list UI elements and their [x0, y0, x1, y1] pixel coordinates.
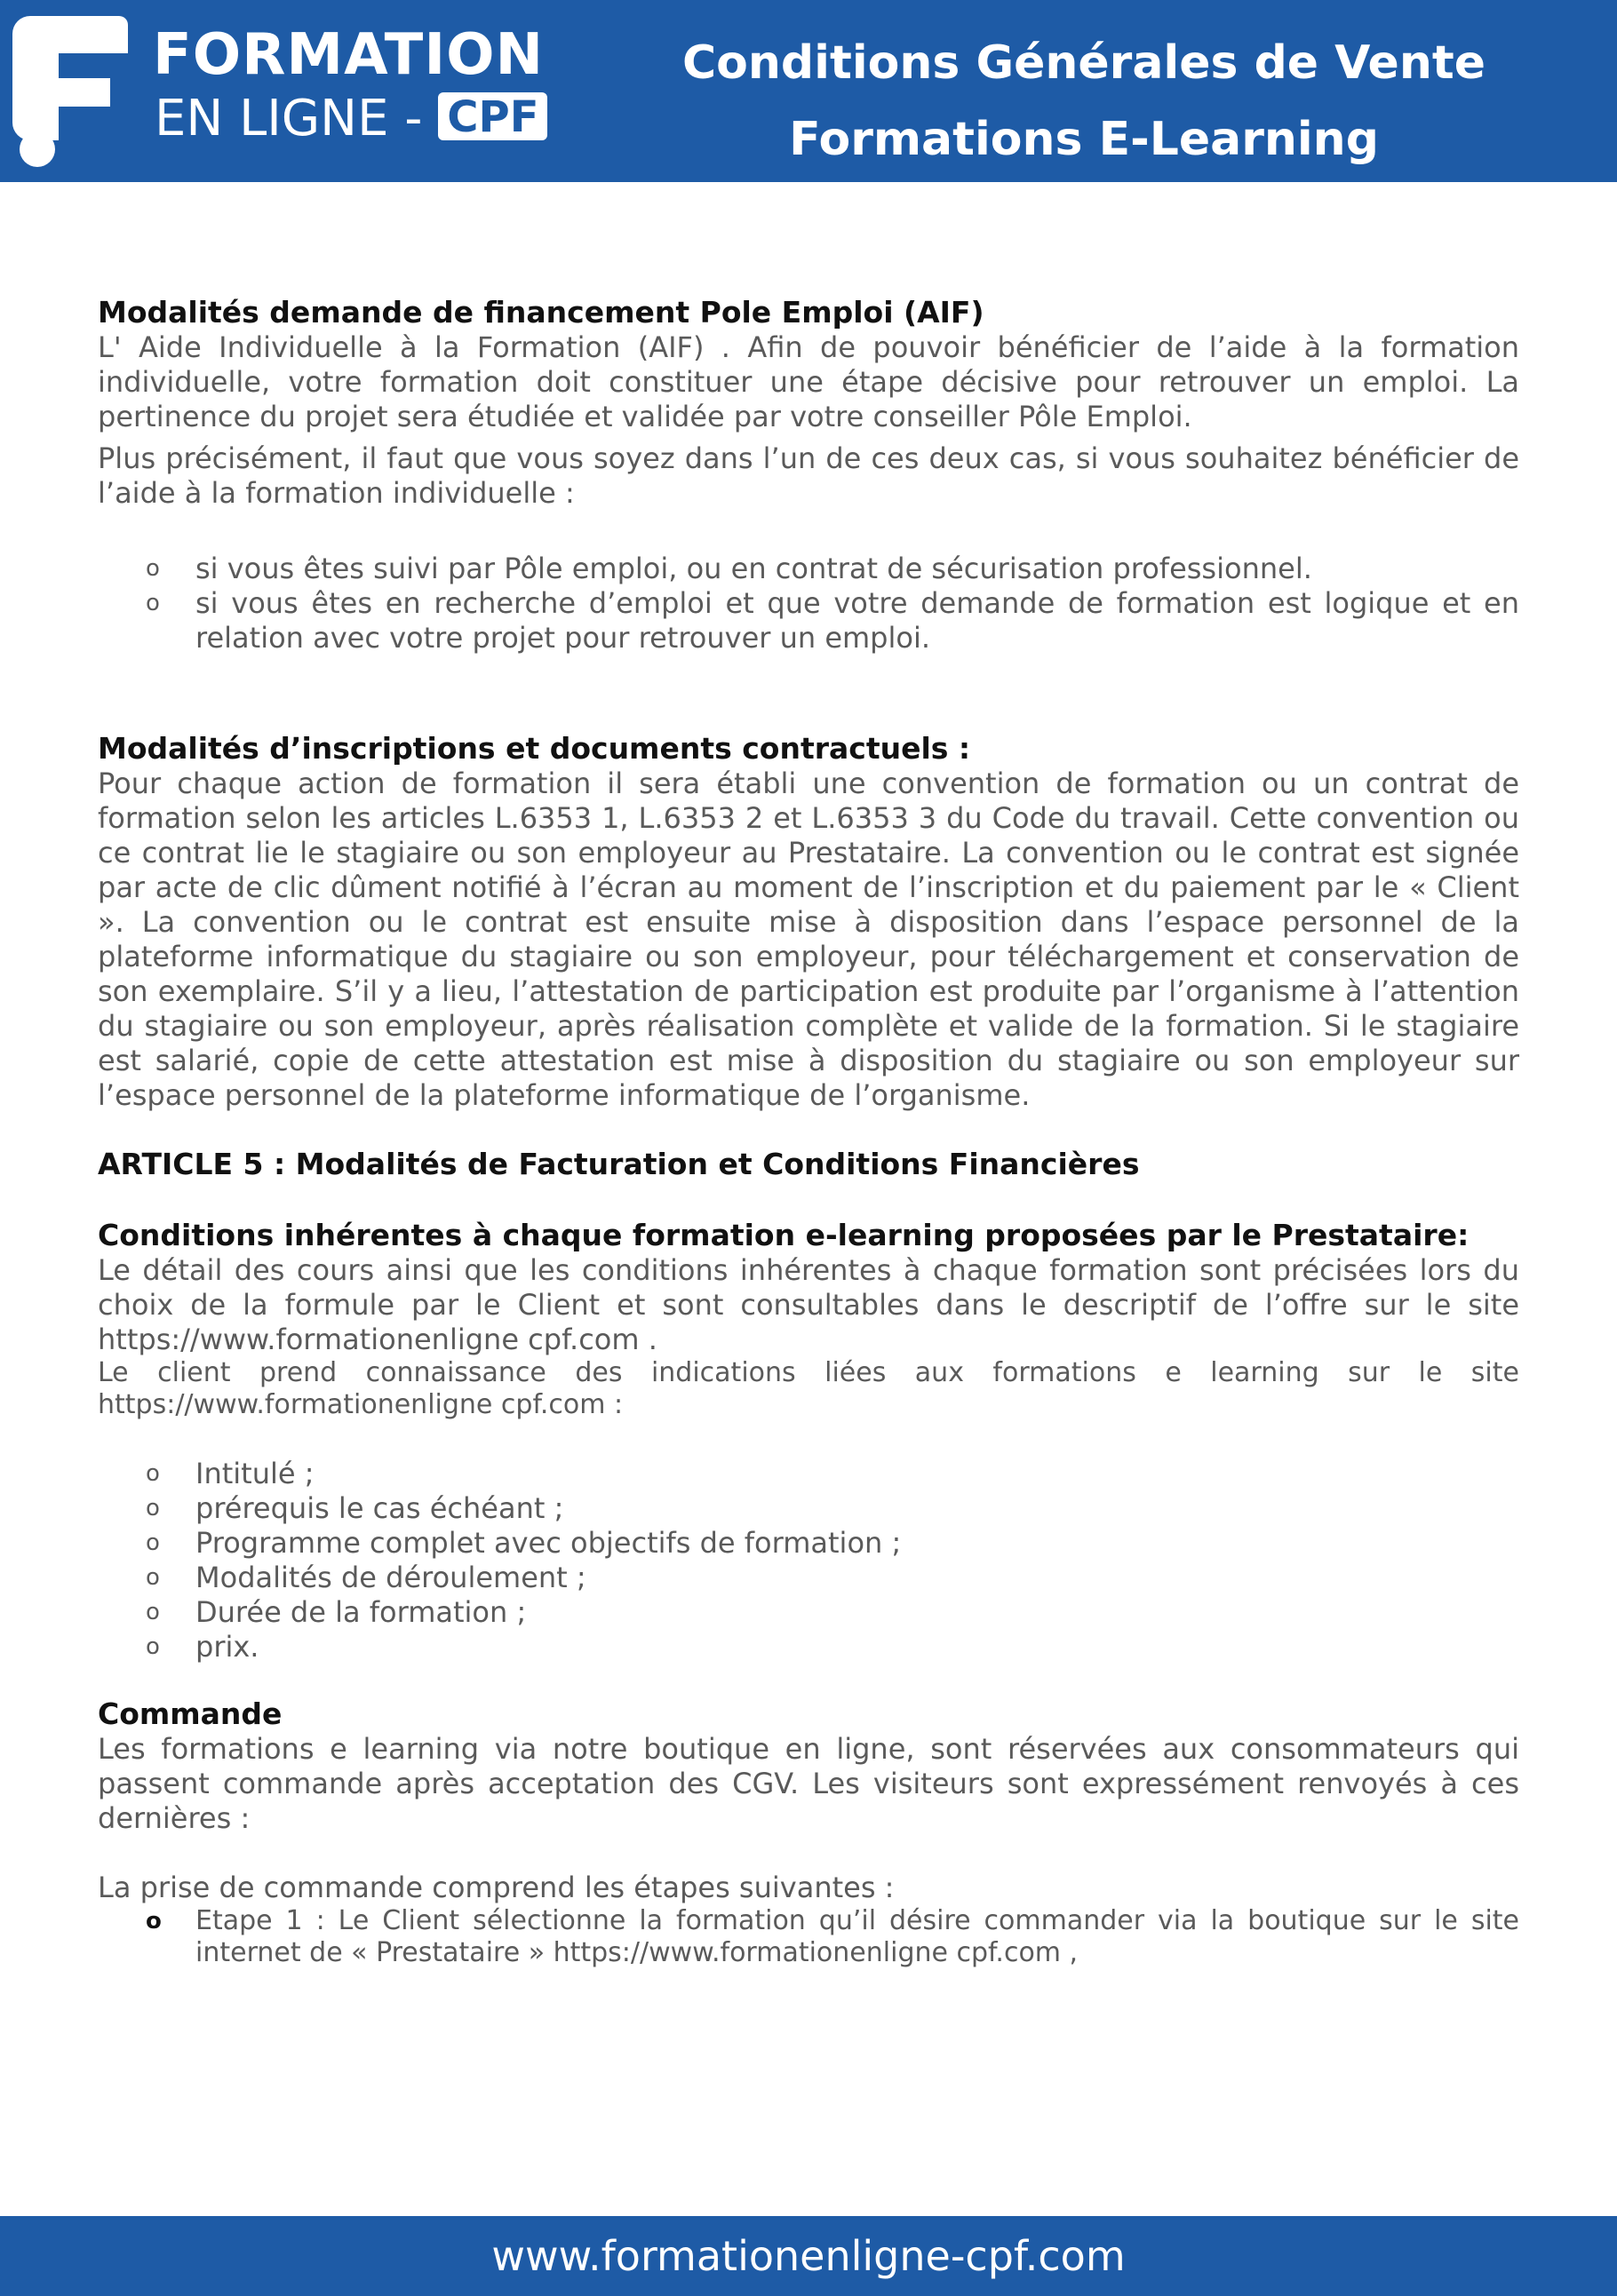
article-heading: ARTICLE 5 : Modalités de Facturation et Conditions Financières [98, 1147, 1140, 1181]
brand-subtitle [155, 90, 547, 147]
section-heading: Conditions inhérentes à chaque formation e-learning proposées par le Prestataire: [98, 1218, 1470, 1252]
paragraph: Plus précisément, il faut que vous soyez dans l’un de ces deux cas, si vous souhaitez bénéficier de l’aide à la formation individuelle : [98, 441, 1519, 510]
list-item: o Modalités de déroulement ; [98, 1561, 1519, 1595]
paragraph: Pour chaque action de formation il sera établi une convention de formation ou un contrat de formation selon les articles L.6353 1, L.6353 2 et L.6353 3 du Code du travail. Cette convention ou ce contrat lie le stagiaire ou son employeur au Prestataire. La convention ou le contrat est signée par acte de clic dûment notifié à l’écran au moment de l’inscription et du paiement par le « Client ». La convention ou le contrat est ensuite mise à disposition dans l’espace personnel de la plateforme informatique du stagiaire ou son employeur, pour téléchargement et conservation de son exemplaire. S’il y a lieu, l’attestation de participation est produite par l’organisme à l’attention du stagiaire ou son employeur, après réalisation complète et valide de la formation. Si le stagiaire est salarié, copie de cette attestation est mise à disposition du stagiaire ou son employeur sur l’espace personnel de la plateforme informatique de l’organisme. [98, 767, 1519, 1112]
bullet-list [98, 1905, 1519, 1969]
list-item: o Durée de la formation ; [98, 1595, 1519, 1630]
page-header [0, 0, 1617, 182]
section-heading: Modalités d’inscriptions et documents contractuels : [98, 731, 971, 766]
list-item: o Intitulé ; [98, 1457, 1519, 1491]
list-item: o si vous êtes en recherche d’emploi et que votre demande de formation est logique et en relation avec votre projet pour retrouver un emploi. [98, 586, 1519, 655]
bullet-list [98, 1457, 1519, 1664]
bullet-list [98, 552, 1519, 655]
list-item: o prérequis le cas échéant ; [98, 1491, 1519, 1526]
page-footer [0, 2216, 1617, 2296]
document-title [657, 25, 1510, 178]
formation-logo-icon [12, 16, 128, 167]
paragraph: Le client prend connaissance des indications liées aux formations e learning sur le site https://www.formationenligne cpf.com : [98, 1357, 1519, 1420]
section-aif [98, 295, 1519, 655]
section-inscriptions [98, 731, 1519, 1113]
list-item: o prix. [98, 1630, 1519, 1664]
cpf-badge: CPF [438, 92, 547, 140]
title-line-1: Conditions Générales de Vente [682, 36, 1486, 90]
paragraph: Les formations e learning via notre boutique en ligne, sont réservées aux consommateurs qui passent commande après acceptation des CGV. Les visiteurs sont expressément renvoyés à ces dernières : [98, 1732, 1519, 1835]
section-commande [98, 1696, 1519, 1969]
section-heading: Modalités demande de financement Pole Emploi (AIF) [98, 295, 984, 330]
paragraph: Le détail des cours ainsi que les conditions inhérentes à chaque formation sont précisées lors du choix de la formule par le Client et sont consultables dans le descriptif de l’offre sur le site https://www.formationenligne cpf.com . [98, 1253, 1519, 1356]
document-body [98, 295, 1519, 1969]
list-item: o Etape 1 : Le Client sélectionne la formation qu’il désire commander via la boutique sur le site internet de « Prestataire » https://www.formationenligne cpf.com , [98, 1905, 1519, 1969]
paragraph: La prise de commande comprend les étapes suivantes : [98, 1871, 895, 1904]
section-article-5 [98, 1147, 1519, 1182]
title-line-2: Formations E-Learning [789, 113, 1379, 166]
list-item: o si vous êtes suivi par Pôle emploi, ou en contrat de sécurisation professionnel. [98, 552, 1519, 586]
section-conditions [98, 1218, 1519, 1664]
brand-subtitle-text: EN LIGNE - [155, 90, 423, 147]
section-heading: Commande [98, 1696, 283, 1731]
brand-name: FORMATION [153, 22, 545, 88]
footer-url[interactable]: www.formationenligne-cpf.com [491, 2232, 1126, 2280]
paragraph: L' Aide Individuelle à la Formation (AIF) . Afin de pouvoir bénéficier de l’aide à la formation individuelle, votre formation doit constituer une étape décisive pour retrouver un emploi. La pertinence du projet sera étudiée et validée par votre conseiller Pôle Emploi. [98, 330, 1519, 433]
list-item: o Programme complet avec objectifs de formation ; [98, 1526, 1519, 1561]
